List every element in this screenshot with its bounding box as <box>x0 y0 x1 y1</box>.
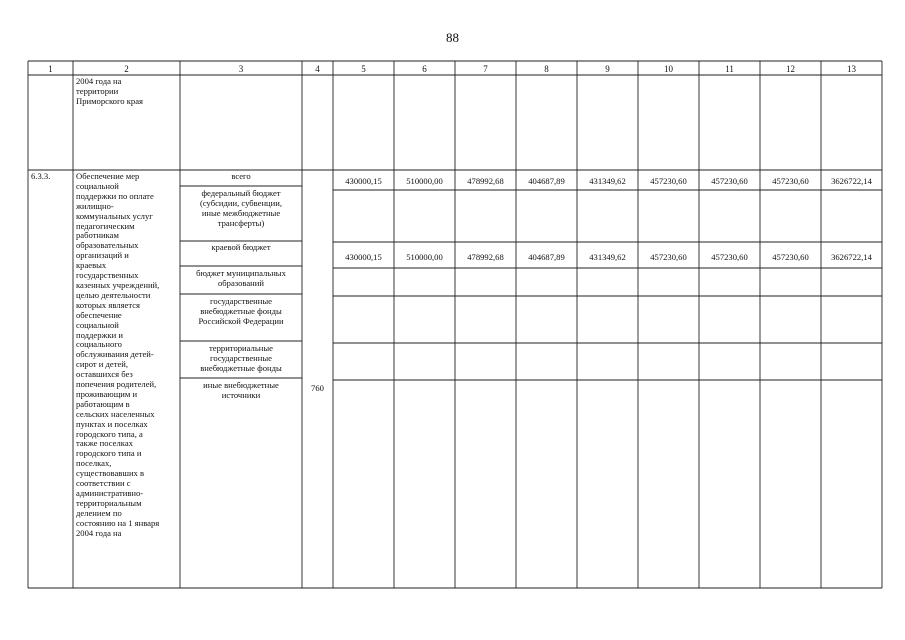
regional-col6: 510000,00 <box>406 252 443 262</box>
source-label-other: иные внебюджетные источники <box>203 380 279 400</box>
source-label-regional: краевой бюджет <box>211 242 271 252</box>
header-col-9: 9 <box>605 64 610 74</box>
total-col12: 457230,60 <box>772 176 809 186</box>
total-col6: 510000,00 <box>406 176 443 186</box>
regional-col7: 478992,68 <box>467 252 504 262</box>
source-label-federal: федеральный бюджет (субсидии, субвенции, иные межбюджетные трансферты) <box>199 188 283 228</box>
continuation-text: 2004 года на территории Приморского края <box>76 76 143 106</box>
row-description: Обеспечение мер социальной поддержки по оплате жилищно- коммунальных услуг педагогическим работникам образовательных организаций и краевых государственных казенных учреждений, целью деятельности которых является обеспечение социальной поддержки и социального обслуживания детей- сирот и детей, оставшихся без попечения родителей, проживающим и работающим в сельских населенных пунктах и поселках городского типа, а также поселках городского типа и поселках, существовавших в соответствии с административно- территориальным делением по состоянию на 1 января 2004 года на <box>76 171 160 538</box>
total-col5: 430000,15 <box>345 176 382 186</box>
total-col13: 3626722,14 <box>831 176 872 186</box>
total-col8: 404687,89 <box>528 176 565 186</box>
row-col4-code: 760 <box>311 383 324 393</box>
header-col-10: 10 <box>664 64 673 74</box>
regional-col8: 404687,89 <box>528 252 565 262</box>
total-col11: 457230,60 <box>711 176 748 186</box>
regional-col5: 430000,15 <box>345 252 382 262</box>
header-col-8: 8 <box>544 64 549 74</box>
header-col-7: 7 <box>483 64 488 74</box>
regional-col11: 457230,60 <box>711 252 748 262</box>
total-col7: 478992,68 <box>467 176 504 186</box>
row-code: 6.3.3. <box>31 171 51 181</box>
regional-col9: 431349,62 <box>589 252 626 262</box>
page-number: 88 <box>446 30 459 45</box>
total-col9: 431349,62 <box>589 176 626 186</box>
source-label-total: всего <box>231 171 251 181</box>
regional-col13: 3626722,14 <box>831 252 872 262</box>
header-col-13: 13 <box>847 64 856 74</box>
source-label-state-funds: государственные внебюджетные фонды Российской Федерации <box>198 296 284 326</box>
header-col-3: 3 <box>238 64 244 74</box>
total-col10: 457230,60 <box>650 176 687 186</box>
source-label-municipal: бюджет муниципальных образований <box>196 268 286 288</box>
header-col-6: 6 <box>422 64 427 74</box>
header-col-2: 2 <box>124 64 129 74</box>
header-col-11: 11 <box>725 64 734 74</box>
header-col-1: 1 <box>48 64 53 74</box>
source-label-territorial-funds: территориальные государственные внебюджетные фонды <box>200 343 282 373</box>
regional-col12: 457230,60 <box>772 252 809 262</box>
header-col-4: 4 <box>315 64 320 74</box>
header-col-5: 5 <box>361 64 366 74</box>
header-col-12: 12 <box>786 64 795 74</box>
regional-col10: 457230,60 <box>650 252 687 262</box>
